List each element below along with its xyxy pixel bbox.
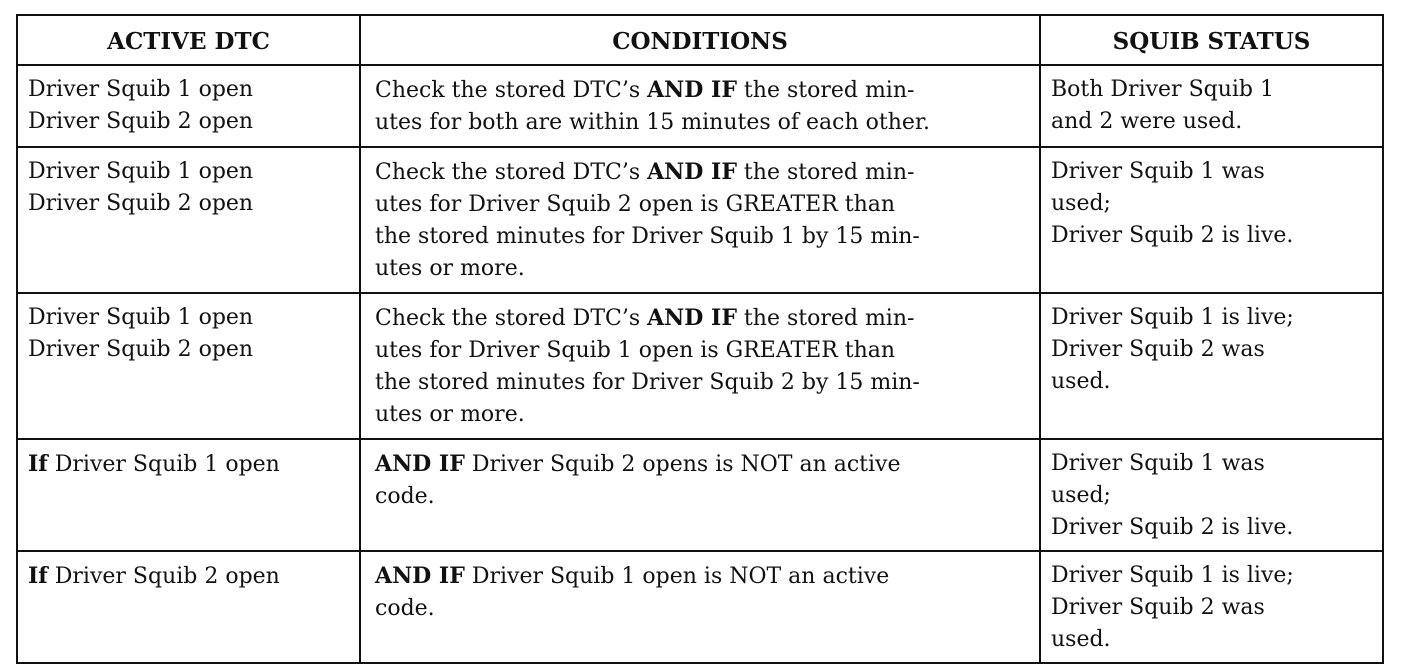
conditions-keyword: AND IF (375, 451, 465, 477)
conditions-keyword: AND IF (375, 563, 465, 589)
conditions-text: Driver Squib 1 open is NOT an active (464, 564, 890, 589)
conditions-cell (360, 439, 1040, 551)
squib-status-line: Driver Squib 2 is live. (1051, 223, 1294, 248)
active-dtc-line: Driver Squib 1 open (28, 77, 254, 102)
active-dtc-line: Driver Squib 2 open (28, 109, 254, 134)
squib-status-line: Driver Squib 1 was (1051, 159, 1265, 184)
conditions-cell (360, 293, 1040, 439)
active-dtc-cell (17, 65, 360, 147)
conditions-cell (360, 65, 1040, 147)
squib-status-line: Driver Squib 1 is live; (1051, 563, 1294, 588)
squib-status-cell (1040, 551, 1383, 663)
squib-status-line: Driver Squib 2 was (1051, 337, 1265, 362)
conditions-line (375, 156, 1029, 189)
squib-status-line: Both Driver Squib 1 (1051, 77, 1274, 102)
squib-status-line: used; (1051, 191, 1111, 216)
table-row (17, 439, 1383, 551)
conditions-line (375, 302, 1029, 335)
active-dtc-text: Driver Squib 2 open (47, 564, 280, 589)
table-row (17, 293, 1383, 439)
conditions-line: the stored minutes for Driver Squib 1 by 15 min- (375, 224, 920, 249)
conditions-cell (360, 147, 1040, 293)
squib-status-line: and 2 were used. (1051, 109, 1243, 134)
conditions-text: Check the stored DTC’s (375, 306, 648, 331)
conditions-line: utes for both are within 15 minutes of each other. (375, 110, 930, 135)
active-dtc-keyword: If (28, 563, 48, 589)
conditions-line: code. (375, 484, 435, 509)
active-dtc-line: Driver Squib 1 open (28, 159, 254, 184)
conditions-text: the stored min- (736, 78, 915, 103)
active-dtc-line (28, 448, 349, 481)
squib-status-line: used. (1051, 369, 1111, 394)
active-dtc-cell (17, 439, 360, 551)
conditions-line: code. (375, 596, 435, 621)
conditions-text: the stored min- (736, 306, 915, 331)
conditions-line: utes for Driver Squib 1 open is GREATER than (375, 338, 896, 363)
conditions-keyword: AND IF (647, 159, 737, 185)
table-row (17, 551, 1383, 663)
active-dtc-cell (17, 551, 360, 663)
header-squib-status: SQUIB STATUS (1040, 15, 1383, 65)
conditions-line: utes or more. (375, 256, 525, 281)
active-dtc-cell (17, 147, 360, 293)
active-dtc-cell (17, 293, 360, 439)
conditions-text: Check the stored DTC’s (375, 160, 648, 185)
squib-status-line: Driver Squib 1 was (1051, 451, 1265, 476)
conditions-keyword: AND IF (647, 77, 737, 103)
table-row (17, 65, 1383, 147)
squib-status-cell (1040, 147, 1383, 293)
squib-status-cell (1040, 439, 1383, 551)
header-active-dtc: ACTIVE DTC (17, 15, 360, 65)
conditions-line (375, 560, 1029, 593)
active-dtc-line: Driver Squib 1 open (28, 305, 254, 330)
conditions-text: Check the stored DTC’s (375, 78, 648, 103)
table-row (17, 147, 1383, 293)
conditions-keyword: AND IF (647, 305, 737, 331)
active-dtc-line: Driver Squib 2 open (28, 191, 254, 216)
squib-status-cell (1040, 293, 1383, 439)
conditions-text: Driver Squib 2 opens is NOT an active (464, 452, 901, 477)
squib-status-cell (1040, 65, 1383, 147)
active-dtc-line: Driver Squib 2 open (28, 337, 254, 362)
squib-status-line: used; (1051, 483, 1111, 508)
header-row (17, 15, 1383, 65)
conditions-line: the stored minutes for Driver Squib 2 by 15 min- (375, 370, 920, 395)
conditions-cell (360, 551, 1040, 663)
active-dtc-text: Driver Squib 1 open (47, 452, 280, 477)
conditions-line: utes or more. (375, 402, 525, 427)
active-dtc-line (28, 560, 349, 593)
conditions-text: the stored min- (736, 160, 915, 185)
active-dtc-keyword: If (28, 451, 48, 477)
header-conditions: CONDITIONS (360, 15, 1040, 65)
squib-status-line: Driver Squib 2 was (1051, 595, 1265, 620)
squib-status-line: Driver Squib 2 is live. (1051, 515, 1294, 540)
squib-status-line: Driver Squib 1 is live; (1051, 305, 1294, 330)
conditions-line (375, 448, 1029, 481)
conditions-line (375, 74, 1029, 107)
squib-status-table (16, 14, 1384, 664)
conditions-line: utes for Driver Squib 2 open is GREATER than (375, 192, 896, 217)
squib-status-line: used. (1051, 627, 1111, 652)
